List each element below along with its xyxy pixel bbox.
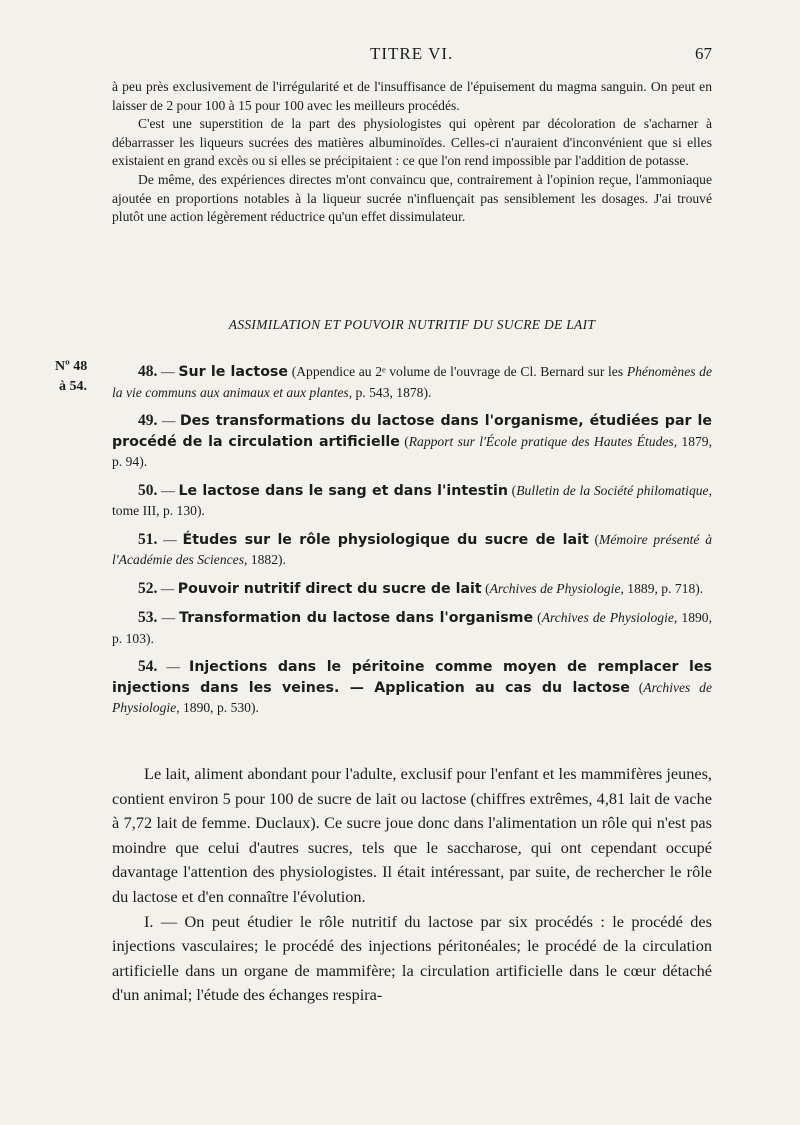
main-text bbox=[112, 762, 712, 1008]
reference-dash: — bbox=[157, 610, 180, 625]
reference-source-suffix: , 1882). bbox=[244, 552, 286, 567]
reference-number: 54. bbox=[138, 658, 158, 675]
chapter-title: TITRE VI. bbox=[370, 44, 454, 63]
reference-source-prefix: ( bbox=[588, 531, 600, 547]
reference-source-prefix: (Appendice au 2ᵉ volume de l'ouvrage de Cl. Bernard sur les bbox=[288, 364, 627, 379]
reference-dash: — bbox=[157, 482, 179, 498]
running-header bbox=[112, 44, 712, 68]
reference-source: Archives de Physiologie bbox=[489, 580, 621, 596]
margin-note bbox=[55, 357, 87, 397]
reference-source-suffix: , 1890, p. 530). bbox=[176, 700, 259, 715]
reference-source: Archives de Physiologie bbox=[541, 610, 674, 625]
reference-source-suffix: , tome III, p. 130). bbox=[112, 482, 712, 518]
reference-source-prefix: ( bbox=[533, 610, 542, 625]
reference-source: Mémoire présenté à l'Académie des Sciences bbox=[112, 531, 712, 567]
section-heading: ASSIMILATION ET POUVOIR NUTRITIF DU SUCRE DE LAIT bbox=[228, 317, 596, 332]
intro-text bbox=[112, 78, 712, 227]
intro-paragraph-2: C'est une superstition de la part des physiologistes qui opèrent par décoloration de s'acharner à débarrasser les liqueurs sucrées des matières albuminoïdes. Celles-ci n'auraient d'inconvénient que si elles existaient en grand excès ou si elles se précipitaient : ce que l'on rend impossible par l'addition de potasse. bbox=[112, 116, 712, 169]
reference-number: 53. bbox=[138, 609, 158, 626]
reference-49 bbox=[112, 411, 712, 472]
reference-title: Sur le lactose bbox=[178, 364, 289, 380]
reference-number: 49. bbox=[138, 412, 158, 429]
reference-48 bbox=[112, 362, 712, 402]
page-number: 67 bbox=[695, 44, 712, 63]
reference-title: Pouvoir nutritif direct du sucre de lait bbox=[177, 580, 482, 597]
reference-source-prefix: ( bbox=[629, 679, 644, 695]
reference-number: 52. bbox=[138, 579, 158, 597]
reference-list bbox=[112, 362, 712, 727]
intro-paragraph-3: De même, des expériences directes m'ont convaincu que, contrairement à l'opinion reçue, l'ammoniaque ajoutée en proportions notables à la liqueur sucrée n'influençait pas sensiblement les dosages. J'ai trouvé plutôt une action légèrement réductrice qu'un effet dissimulateur. bbox=[112, 171, 712, 225]
reference-dash: — bbox=[157, 659, 190, 674]
reference-source-suffix: , 1889, p. 718). bbox=[620, 580, 704, 596]
reference-source-suffix: , 1890, p. 103). bbox=[112, 610, 712, 646]
body-paragraph-1: Le lait, aliment abondant pour l'adulte, exclusif pour l'enfant et les mammifères jeunes, contient environ 5 pour 100 de sucre de lait ou lactose (chiffres extrêmes, 4,81 lait de vache à 7,72 lait de femme. Duclaux). Ce sucre joue donc dans l'alimentation un rôle qui n'est pas moindre que celui d'autres sucres, tels que le saccharose, qui ont cependant occupé davantage l'attention des physiologistes. Il était intéressant, par suite, de rechercher le rôle du lactose et d'en connaître l'évolution. bbox=[112, 764, 712, 906]
reference-title: Injections dans le péritoine comme moyen de remplacer les injections dans les veines. — Application au cas du lactose bbox=[112, 659, 712, 696]
reference-source: Bulletin de la Société philomatique bbox=[516, 482, 709, 498]
body-paragraph-2: I. — On peut étudier le rôle nutritif du lactose par six procédés : le procédé des injections vasculaires; le procédé des injections péritonéales; le procédé de la circulation artificielle dans un organe de mammifère; la circulation artificielle dans le cœur détaché d'un animal; l'étude des échanges respira- bbox=[112, 911, 712, 1005]
reference-source: Archives de Physiologie bbox=[112, 679, 712, 715]
intro-paragraph-1: à peu près exclusivement de l'irrégularité et de l'insuffisance de l'épuisement du magma sanguin. On peut en laisser de 2 pour 100 à 15 pour 100 avec les meilleurs procédés. bbox=[112, 79, 712, 113]
reference-number: 48. bbox=[138, 363, 158, 380]
reference-dash: — bbox=[157, 531, 183, 547]
reference-title: Des transformations du lactose dans l'organisme, étudiées par le procédé de la circulation artificielle bbox=[112, 413, 713, 450]
reference-dash: — bbox=[157, 364, 179, 379]
reference-53 bbox=[112, 608, 712, 648]
reference-number: 51. bbox=[138, 530, 158, 548]
reference-dash: — bbox=[157, 413, 180, 428]
margin-note-line-1: Nº 48 bbox=[55, 359, 88, 374]
reference-52 bbox=[112, 579, 712, 600]
reference-title: Études sur le rôle physiologique du sucre de lait bbox=[182, 531, 589, 548]
reference-source-suffix: , p. 543, 1878). bbox=[348, 384, 432, 400]
reference-number: 50. bbox=[138, 481, 158, 499]
reference-source-prefix: ( bbox=[399, 433, 409, 449]
reference-source: Phénomènes de la vie communs aux animaux et aux plantes bbox=[112, 364, 713, 400]
margin-note-line-2: à 54. bbox=[59, 379, 87, 394]
reference-50 bbox=[112, 481, 712, 521]
reference-title: Le lactose dans le sang et dans l'intestin bbox=[178, 482, 508, 499]
reference-title: Transformation du lactose dans l'organisme bbox=[179, 610, 534, 626]
reference-source-prefix: ( bbox=[507, 482, 517, 498]
reference-51 bbox=[112, 530, 712, 570]
reference-source-prefix: ( bbox=[481, 580, 490, 596]
reference-dash: — bbox=[157, 580, 178, 596]
reference-source: Rapport sur l'École pratique des Hautes Études bbox=[408, 433, 674, 449]
reference-54 bbox=[112, 657, 712, 718]
reference-source-suffix: , 1879, p. 94). bbox=[112, 433, 712, 469]
